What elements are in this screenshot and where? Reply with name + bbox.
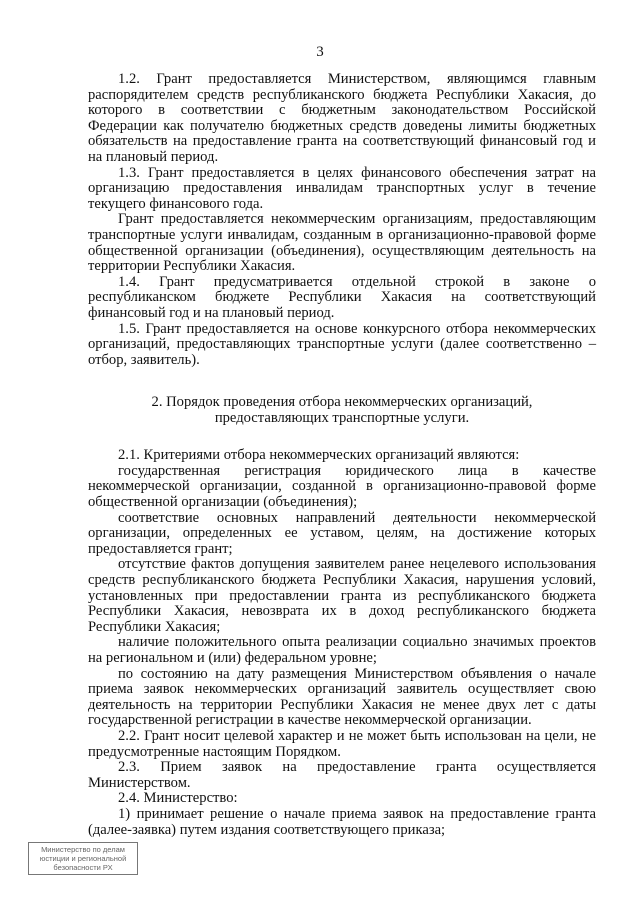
stamp-line-2: юстиции и региональной [39,854,127,863]
criterion-no-misuse: отсутствие фактов допущения заявителем ранее нецелевого использования средств республиканского бюджета Республики Хакасия, нарушения условий, установленных при предоставлении гранта из республиканского бюджета Республики Хакасия, невозврата их в доход республиканского бюджета Республики Хакасия; [88,556,596,635]
paragraph-2-4-item-1: 1) принимает решение о начале приема заявок на предоставление гранта (далее-заявка) путем издания соответствующего приказа; [88,805,596,838]
paragraph-2-4: 2.4. Министерство: [118,790,238,807]
criterion-experience: наличие положительного опыта реализации социально значимых проектов на региональном и (или) федеральном уровне; [88,634,596,666]
section-heading [88,394,596,426]
paragraph-2-2: 2.2. Грант носит целевой характер и не может быть использован на цели, не предусмотренные настоящим Порядком. [88,727,596,760]
criterion-registration: государственная регистрация юридического лица в качестве некоммерческой организации, созданной в организационно-правовой форме общественной организации (объединения); [88,462,596,511]
paragraph-1-4: 1.4. Грант предусматривается отдельной строкой в законе о республиканском бюджете Республики Хакасия на соответствующий финансовый год и на плановый период. [88,273,596,321]
criterion-activities: соответствие основных направлений деятельности некоммерческой организации, определенных ее уставом, целям, на достижение которых предоставляется грант; [88,509,596,557]
stamp-line-1: Министерство по делам [41,845,125,854]
paragraph-1-3: 1.3. Грант предоставляется в целях финансового обеспечения затрат на организацию предоставления инвалидам транспортных услуг в течение текущего финансового года. [88,164,596,212]
paragraph-1-2: 1.2. Грант предоставляется Министерством, являющимся главным распорядителем средств республиканского бюджета Республики Хакасия, до которого в соответствии с бюджетным законодательством Российской Федерации как получателю бюджетных средств доведены лимиты бюджетных обязательств на предоставление гранта на соответствующий финансовый год и на плановый период. [88,71,596,165]
document-body [88,72,596,838]
section-heading-line-2: предоставляющих транспортные услуги. [214,410,470,427]
paragraph-grant-recipients: Грант предоставляется некоммерческим организациям, предоставляющим транспортные услуги инвалидам, созданным в организационно-правовой форме общественной организации (объединения), осуществляющим деятельность на территории Республики Хакасия. [88,211,596,275]
stamp-line-3: безопасности РХ [53,863,113,872]
section-heading-line-1: 2. Порядок проведения отбора некоммерческих организаций, [151,394,533,411]
paragraph-2-1: 2.1. Критериями отбора некоммерческих организаций являются: [118,447,520,464]
paragraph-2-3: 2.3. Прием заявок на предоставление гранта осуществляется Министерством. [88,759,596,791]
ministry-stamp [28,842,138,875]
criterion-activity-duration: по состоянию на дату размещения Министерством объявления о начале приема заявок некоммерческих организаций заявитель осуществляет свою деятельность на территории Республики Хакасия не менее двух лет с даты государственной регистрации в качестве некоммерческой организации. [88,665,596,729]
page-number: 3 [316,44,324,60]
paragraph-1-5: 1.5. Грант предоставляется на основе конкурсного отбора некоммерческих организаций, предоставляющих транспортные услуги (далее соответственно – отбор, заявитель). [88,320,596,368]
